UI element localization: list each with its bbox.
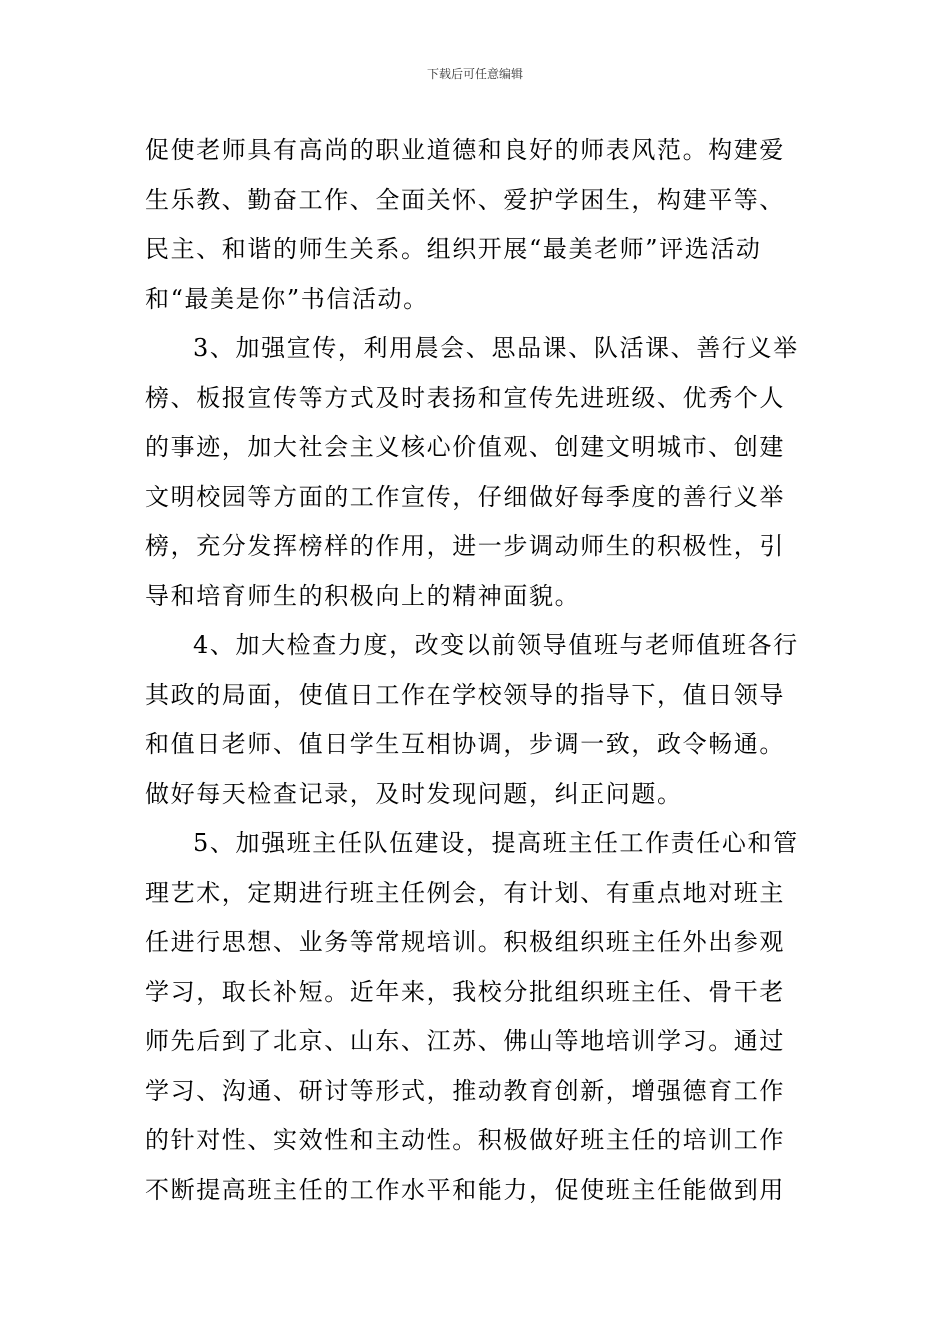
paragraph-3-first-line: 3、加强宣传，利用晨会、思品课、队活课、善行义举 <box>193 334 799 362</box>
text-line: 促使老师具有高尚的职业道德和良好的师表风范。构建爱 <box>145 136 785 164</box>
text-line: 民主、和谐的师生关系。组织开展“最美老师”评选活动 <box>145 235 762 263</box>
text-line: 和值日老师、值日学生互相协调，步调一致，政令畅通。 <box>145 730 785 758</box>
paragraph-5-first-line: 5、加强班主任队伍建设，提高班主任工作责任心和管 <box>193 829 799 857</box>
text-line: 学习，取长补短。近年来，我校分批组织班主任、骨干老 <box>145 977 785 1006</box>
text-line: 生乐教、勤奋工作、全面关怀、爱护学困生，构建平等、 <box>145 185 785 214</box>
text-line: 榜，充分发挥榜样的作用，进一步调动师生的积极性，引 <box>145 532 785 560</box>
text-line: 的针对性、实效性和主动性。积极做好班主任的培训工作 <box>145 1126 785 1154</box>
text-line: 不断提高班主任的工作水平和能力，促使班主任能做到用 <box>145 1175 785 1204</box>
document-body <box>145 126 809 1215</box>
text-line: 榜、板报宣传等方式及时表扬和宣传先进班级、优秀个人 <box>145 383 785 412</box>
text-line: 的事迹，加大社会主义核心价值观、创建文明城市、创建 <box>145 433 785 461</box>
text-line: 理艺术，定期进行班主任例会，有计划、有重点地对班主 <box>145 878 785 907</box>
text-line: 导和培育师生的积极向上的精神面貌。 <box>145 581 581 610</box>
text-line: 任进行思想、业务等常规培训。积极组织班主任外出参观 <box>145 928 785 956</box>
paragraph-4-first-line: 4、加大检查力度，改变以前领导值班与老师值班各行 <box>193 631 799 659</box>
text-line: 其政的局面，使值日工作在学校领导的指导下，值日领导 <box>145 680 785 709</box>
text-line: 师先后到了北京、山东、江苏、佛山等地培训学习。通过 <box>145 1027 785 1055</box>
page-header: 下载后可任意编辑 <box>426 67 523 81</box>
text-line: 学习、沟通、研讨等形式，推动教育创新，增强德育工作 <box>145 1076 785 1105</box>
text-line: 做好每天检查记录，及时发现问题，纠正问题。 <box>145 779 683 808</box>
text-line: 和“最美是你”书信活动。 <box>145 284 429 313</box>
text-line: 文明校园等方面的工作宣传，仔细做好每季度的善行义举 <box>145 482 785 511</box>
